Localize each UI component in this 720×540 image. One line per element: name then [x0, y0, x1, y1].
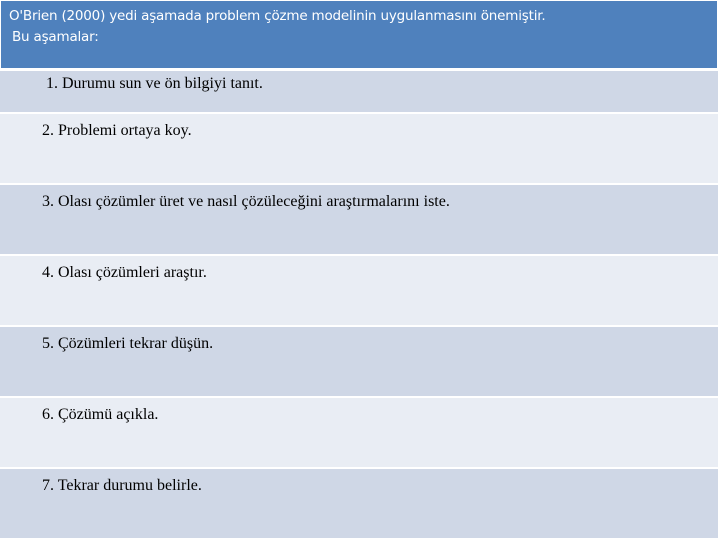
step-text: 4. Olası çözümleri araştır.: [42, 264, 207, 281]
step-text: 1. Durumu sun ve ön bilgiyi tanıt.: [46, 75, 263, 92]
step-text: 7. Tekrar durumu belirle.: [42, 477, 202, 494]
step-row-3: [0, 184, 718, 255]
step-row-7: [0, 468, 718, 539]
step-row-5: [0, 326, 718, 397]
step-row-4: [0, 255, 718, 326]
header-subtitle: Bu aşamalar:: [12, 29, 99, 45]
step-text: 3. Olası çözümler üret ve nasıl çözüleceğini araştırmalarını iste.: [42, 193, 450, 210]
step-text: 5. Çözümleri tekrar düşün.: [42, 335, 214, 352]
step-row-2: [0, 113, 718, 184]
header-title: O'Brien (2000) yedi aşamada problem çözme modelinin uygulanmasını önemiştir.: [9, 8, 546, 24]
steps-table: [0, 70, 718, 539]
step-text: 2. Problemi ortaya koy.: [42, 122, 192, 139]
step-row-6: [0, 397, 718, 468]
step-row-1: [0, 70, 718, 113]
step-text: 6. Çözümü açıkla.: [42, 406, 159, 423]
header-banner: [0, 0, 718, 69]
